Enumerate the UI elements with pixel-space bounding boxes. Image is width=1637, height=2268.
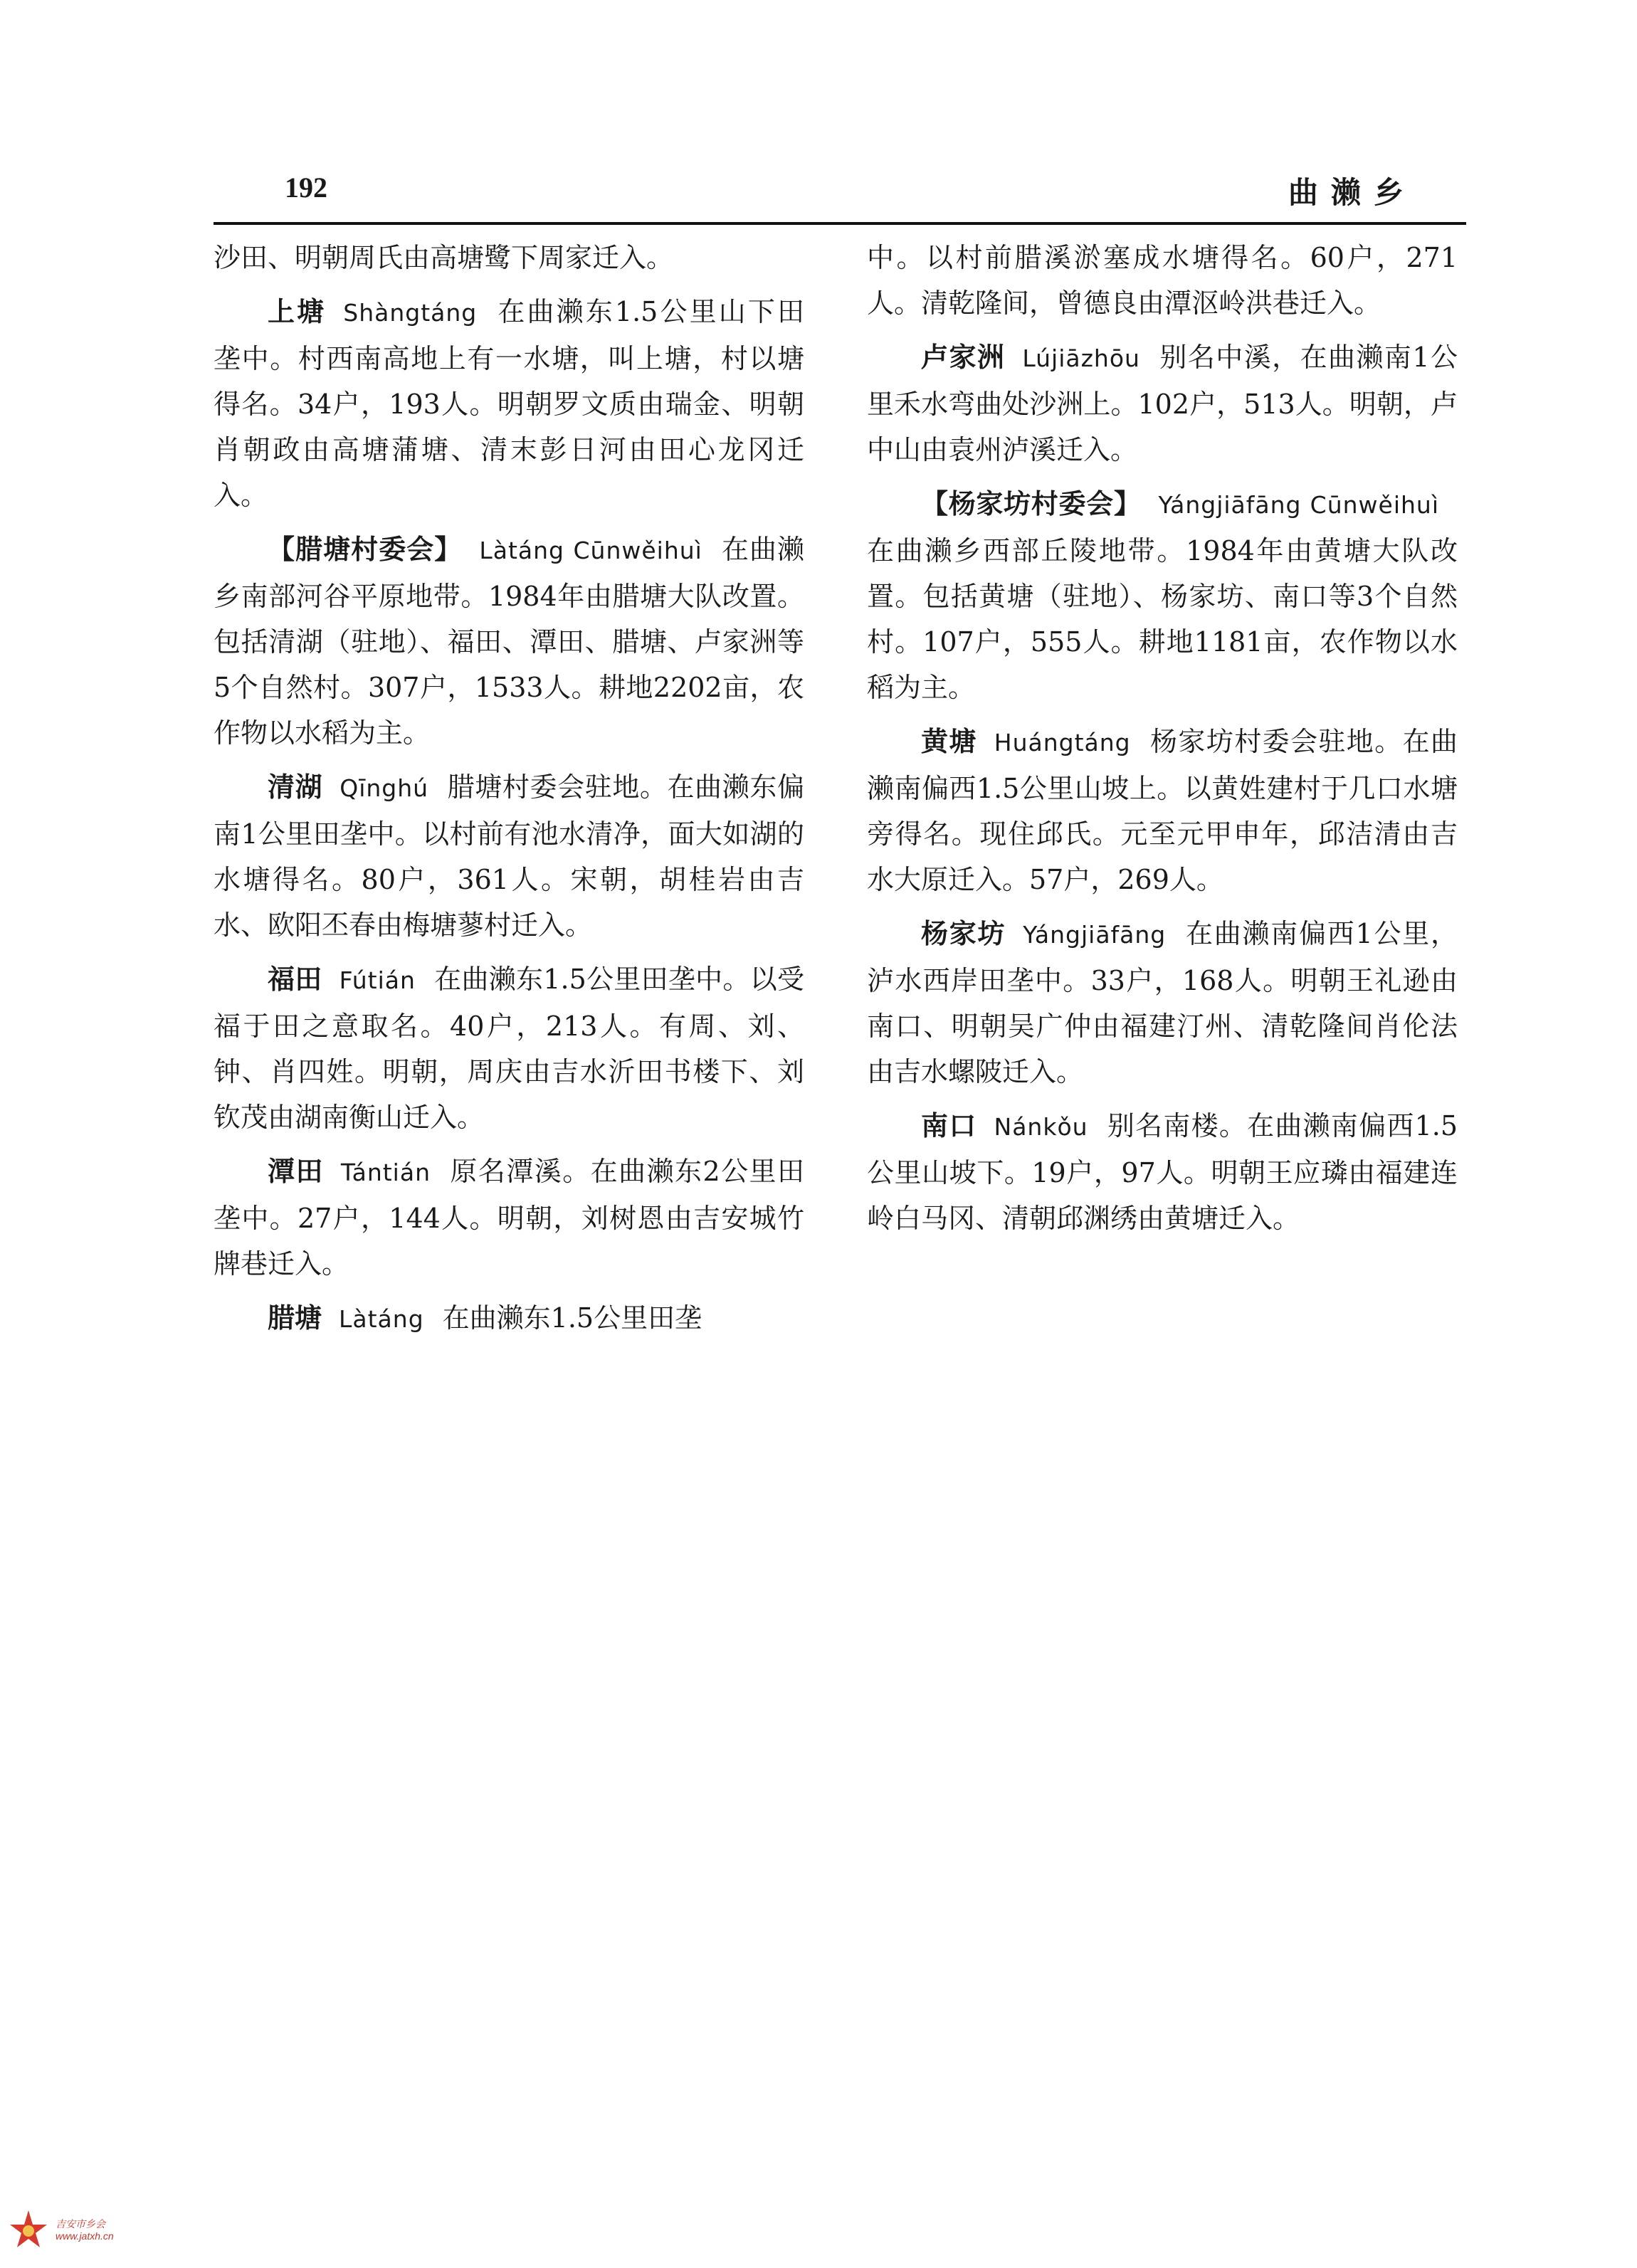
header-rule — [214, 222, 1466, 225]
watermark-line2: www.jatxh.cn — [56, 2230, 114, 2242]
entry-text: 在曲濑东1.5公里山下田垄中。村西南高地上有一水塘，叫上塘，村以塘得名。34户，193人。明朝罗文质由瑞金、明朝肖朝政由高塘蒲塘、清末彭日河由田心龙冈迁入。 — [214, 296, 804, 511]
entry-headword: 【杨家坊村委会】 — [921, 487, 1142, 519]
entry-text: 别名中溪，在曲濑南1公里禾水弯曲处沙洲上。102户，513人。明朝，卢中山由袁州泸溪迁入。 — [867, 342, 1458, 465]
continued-paragraph: 中。以村前腊溪淤塞成水塘得名。60户，271人。清乾隆间，曾德良由潭沤岭洪巷迁入。 — [867, 242, 1458, 319]
entry-text: 原名潭溪。在曲濑东2公里田垄中。27户，144人。明朝，刘树恩由吉安城竹牌巷迁入。 — [214, 1156, 804, 1280]
entry-headword: 杨家坊 — [921, 917, 1006, 949]
entry-headword: 潭田 — [268, 1155, 324, 1187]
entry-yangjiafang-committee — [867, 481, 1458, 710]
entry-text: 在曲濑乡南部河谷平原地带。1984年由腊塘大队改置。包括清湖（驻地）、福田、潭田、腊塘、卢家洲等5个自然村。307户，1533人。耕地2202亩，农作物以水稻为主。 — [214, 534, 804, 749]
entry-pinyin: Tántián — [340, 1159, 431, 1186]
entry-text: 在曲濑南偏西1公里，泸水西岸田垄中。33户，168人。明朝王礼逊由南口、明朝吴广仲由福建汀州、清乾隆间肖伦法由吉水螺陂迁入。 — [867, 918, 1458, 1087]
entry-headword: 清湖 — [268, 771, 323, 803]
entry-huangtang — [867, 719, 1458, 902]
running-head: 曲濑乡 — [1288, 175, 1416, 210]
entry-latang — [214, 1295, 804, 1342]
entry-pinyin: Lújiāzhōu — [1022, 344, 1140, 372]
entry-text: 别名南楼。在曲濑南偏西1.5公里山坡下。19户，97人。明朝王应璘由福建连岭白马冈、清朝邱渊绣由黄塘迁入。 — [867, 1110, 1458, 1234]
left-column — [214, 235, 804, 1351]
entry-qinghu — [214, 764, 804, 948]
entry-text: 在曲濑东1.5公里田垄 — [442, 1302, 702, 1334]
watermark-logo-icon — [6, 2208, 51, 2253]
watermark — [6, 2208, 114, 2253]
entry-headword: 卢家洲 — [921, 341, 1006, 373]
entry-text: 杨家坊村委会驻地。在曲濑南偏西1.5公里山坡上。以黄姓建村于几口水塘旁得名。现住邱氏。元至元甲申年，邱洁清由吉水大原迁入。57户，269人。 — [867, 726, 1458, 895]
entry-headword: 上塘 — [268, 295, 327, 327]
entry-headword: 南口 — [921, 1109, 977, 1141]
entry-pinyin: Shàngtáng — [343, 299, 478, 327]
watermark-line1: 吉安市乡会 — [56, 2218, 105, 2230]
entry-futian — [214, 956, 804, 1140]
entry-tantian — [214, 1149, 804, 1287]
entry-latang-committee — [214, 527, 804, 756]
entry-yangjiafang — [867, 911, 1458, 1095]
page-number: 192 — [285, 172, 327, 204]
entry-text: 在曲濑乡西部丘陵地带。1984年由黄塘大队改置。包括黄塘（驻地）、杨家坊、南口等3个自然村。107户，555人。耕地1181亩，农作物以水稻为主。 — [867, 535, 1458, 703]
entry-headword: 福田 — [268, 963, 322, 995]
entry-headword: 腊塘 — [268, 1302, 322, 1334]
entry-nankou — [867, 1103, 1458, 1241]
entry-shangtang — [214, 289, 804, 518]
entry-pinyin: Fútián — [339, 966, 416, 994]
watermark-text — [56, 2218, 114, 2242]
continued-paragraph: 沙田、明朝周氏由高塘鹭下周家迁入。 — [214, 242, 674, 273]
entry-text: 在曲濑东1.5公里田垄中。以受福于田之意取名。40户，213人。有周、刘、钟、肖四姓。明朝，周庆由吉水沂田书楼下、刘钦茂由湖南衡山迁入。 — [214, 964, 804, 1133]
entry-text: 腊塘村委会驻地。在曲濑东偏南1公里田垄中。以村前有池水清净，面大如湖的水塘得名。80户，361人。宋朝，胡桂岩由吉水、欧阳丕春由梅塘蓼村迁入。 — [214, 771, 804, 941]
entry-pinyin: Yángjiāfāng Cūnwěihuì — [1158, 491, 1439, 519]
entry-pinyin: Huángtáng — [994, 729, 1131, 756]
entry-headword: 黄塘 — [921, 725, 977, 757]
entry-pinyin: Yángjiāfāng — [1023, 921, 1167, 949]
entry-lujiazhou — [867, 334, 1458, 473]
entry-pinyin: Nánkǒu — [994, 1113, 1088, 1141]
right-column — [867, 235, 1458, 1250]
entry-pinyin: Làtáng — [339, 1305, 424, 1333]
entry-headword: 【腊塘村委会】 — [268, 533, 463, 565]
entry-pinyin: Qīnghú — [339, 774, 429, 802]
entry-pinyin: Làtáng Cūnwěihuì — [479, 537, 702, 564]
